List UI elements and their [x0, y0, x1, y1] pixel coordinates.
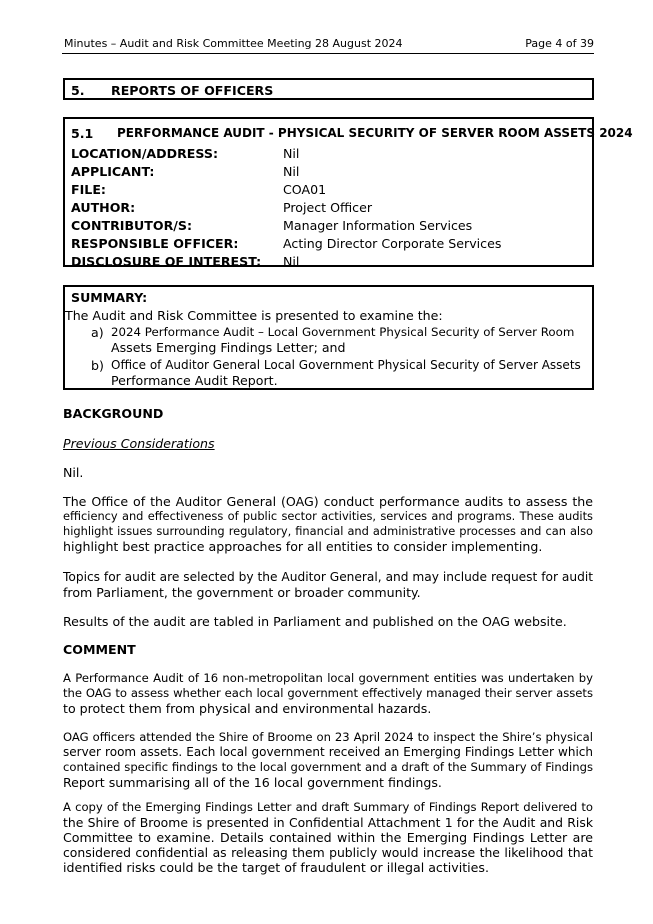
info-value: Manager Information Services [283, 218, 473, 233]
text-line: the OAG to assess whether each local government effectively managed their server assets [63, 686, 593, 700]
comment-paragraph-2 [63, 730, 593, 790]
summary-heading: SUMMARY: [71, 290, 148, 305]
text-line: Results of the audit are tabled in Parliament and published on the OAG website. [63, 614, 567, 629]
background-paragraph-3 [63, 614, 593, 629]
comment-paragraph-3 [63, 800, 593, 875]
text-line: OAG officers attended the Shire of Broome on 23 April 2024 to inspect the Shire’s physical [63, 730, 593, 744]
header-rule [62, 53, 594, 54]
previous-considerations-heading: Previous Considerations [63, 436, 215, 451]
list-marker: a) [91, 325, 104, 340]
summary-intro: The Audit and Risk Committee is presented to examine the: [65, 308, 443, 323]
text-line: identified risks could be the target of fraudulent or illegal activities. [63, 860, 489, 875]
text-line: highlight best practice approaches for all entities to consider implementing. [63, 539, 543, 554]
info-value: Nil [283, 164, 300, 179]
info-value: COA01 [283, 182, 327, 197]
text-line: the Shire of Broome is presented in Confidential Attachment 1 for the Audit and Risk [63, 815, 593, 830]
section-5-1-title: PERFORMANCE AUDIT - PHYSICAL SECURITY OF SERVER ROOM ASSETS 2024 [117, 126, 633, 140]
info-row-file [71, 182, 586, 197]
info-row-location [71, 146, 586, 161]
info-label: FILE: [71, 182, 106, 197]
info-value: Project Officer [283, 200, 373, 215]
summary-item-text: Performance Audit Report. [111, 373, 278, 388]
comment-heading: COMMENT [63, 642, 136, 657]
section-5-title: REPORTS OF OFFICERS [111, 83, 274, 98]
info-label: LOCATION/ADDRESS: [71, 146, 218, 161]
section-5-1-number: 5.1 [71, 126, 94, 141]
summary-item-text: Office of Auditor General Local Government Physical Security of Server Assets [111, 358, 581, 372]
info-row-applicant [71, 164, 586, 179]
list-marker: b) [91, 358, 104, 373]
text-line: A copy of the Emerging Findings Letter and draft Summary of Findings Report delivered to [63, 800, 593, 814]
info-row-responsible-officer [71, 236, 586, 251]
info-row-author [71, 200, 586, 215]
section-5-number: 5. [71, 83, 85, 98]
section-5-box [63, 78, 594, 100]
summary-item-text: 2024 Performance Audit – Local Government Physical Security of Server Room [111, 325, 575, 339]
previous-considerations-text: Nil. [63, 465, 84, 480]
info-value: Acting Director Corporate Services [283, 236, 502, 251]
header-title: Minutes – Audit and Risk Committee Meeting 28 August 2024 [64, 37, 403, 50]
info-row-contributor [71, 218, 586, 233]
info-label: AUTHOR: [71, 200, 136, 215]
info-value: Nil [283, 254, 300, 269]
text-line: to protect them from physical and environmental hazards. [63, 701, 432, 716]
text-line: Topics for audit are selected by the Auditor General, and may include request for audit [63, 570, 593, 584]
text-line: server room assets. Each local government received an Emerging Findings Letter which [63, 745, 593, 759]
background-heading: BACKGROUND [63, 406, 164, 421]
background-paragraph-1 [63, 494, 593, 554]
text-line: highlight issues surrounding regulatory, financial and administrative processes and can also [63, 524, 593, 538]
comment-paragraph-1 [63, 671, 593, 716]
text-line: contained specific findings to the local government and a draft of the Summary of Findings [63, 760, 593, 774]
info-label: APPLICANT: [71, 164, 155, 179]
text-line: The Office of the Auditor General (OAG) conduct performance audits to assess the [63, 494, 593, 509]
info-label: DISCLOSURE OF INTEREST: [71, 254, 262, 269]
text-line: Report summarising all of the 16 local government findings. [63, 775, 442, 790]
text-line: from Parliament, the government or broader community. [63, 585, 421, 600]
info-row-disclosure [71, 254, 586, 269]
background-paragraph-2 [63, 570, 593, 600]
text-line: considered confidential as releasing them publicly would increase the likelihood that [63, 845, 593, 860]
section-5-1-box [63, 117, 633, 269]
info-label: CONTRIBUTOR/S: [71, 218, 192, 233]
summary-item-text: Assets Emerging Findings Letter; and [111, 340, 346, 355]
text-line: A Performance Audit of 16 non-metropolitan local government entities was undertaken by [63, 671, 593, 685]
text-line: Committee to examine. Details contained within the Emerging Findings Letter are [63, 830, 593, 845]
summary-box [63, 285, 594, 390]
info-value: Nil [283, 146, 300, 161]
page-number: Page 4 of 39 [525, 37, 594, 50]
text-line: efficiency and effectiveness of public sector activities, services and programs. These audits [63, 509, 593, 523]
info-label: RESPONSIBLE OFFICER: [71, 236, 239, 251]
